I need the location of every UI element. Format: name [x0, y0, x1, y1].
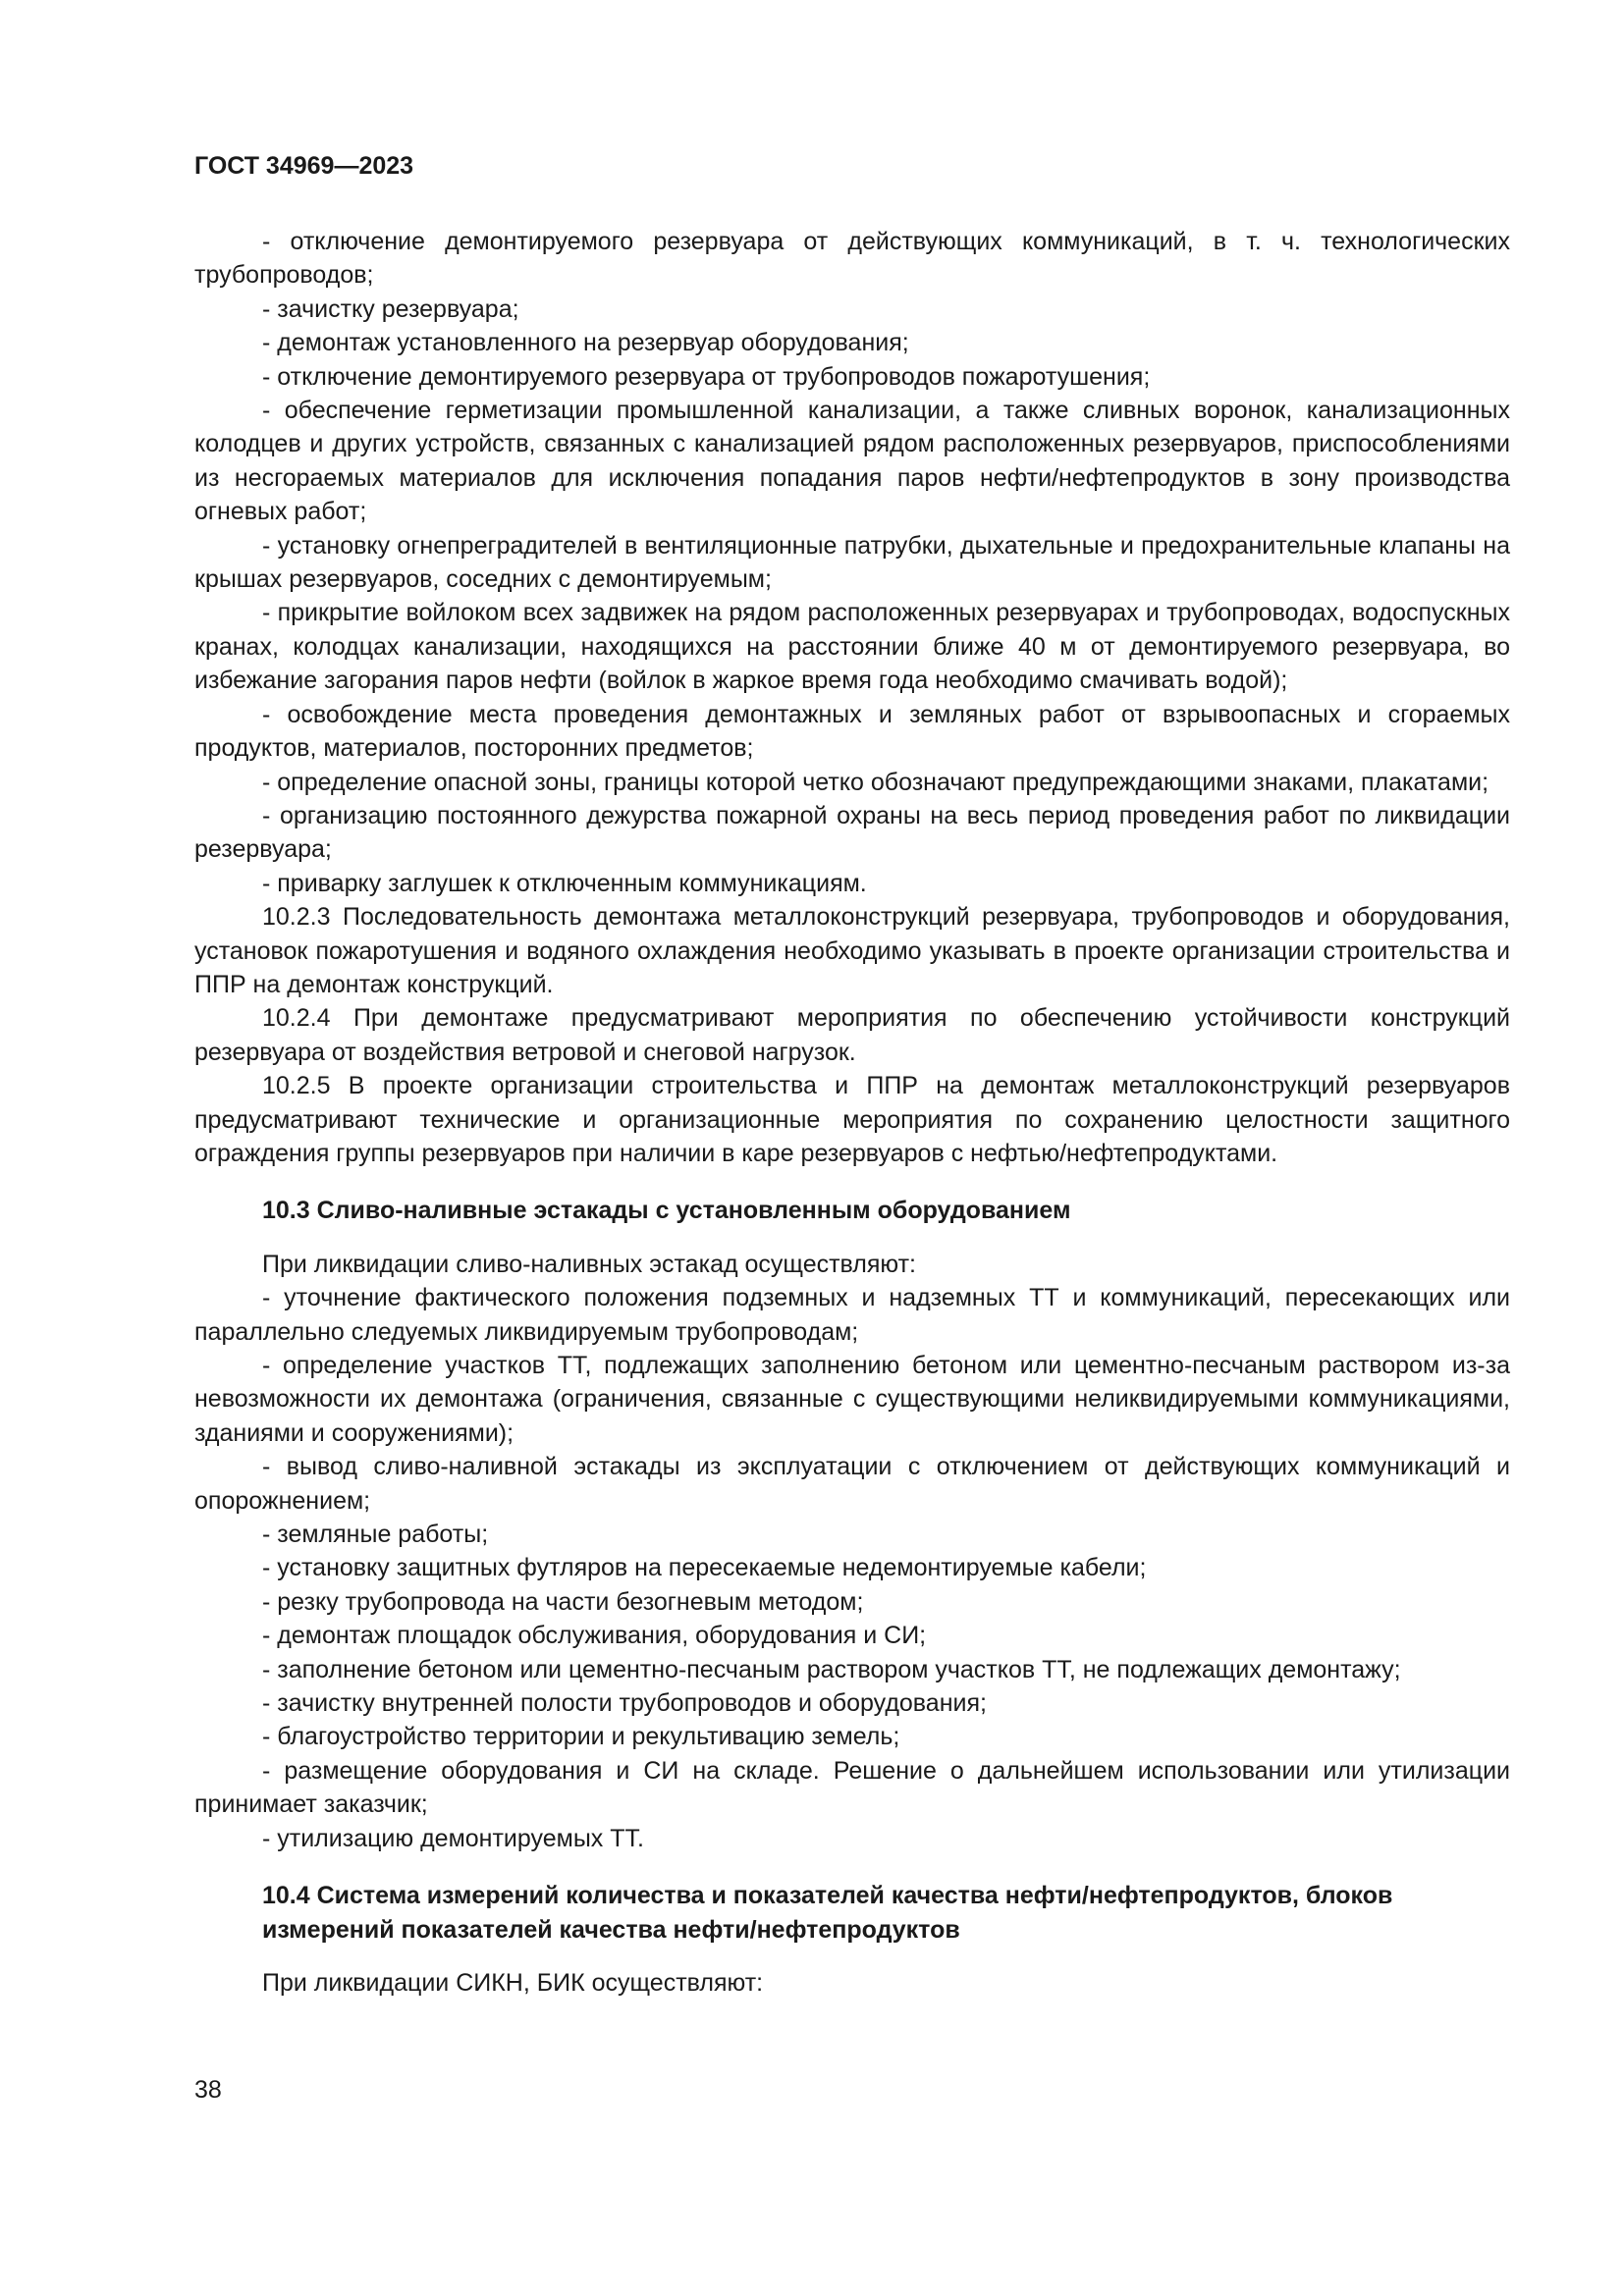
list-item: - утилизацию демонтируемых ТТ.: [262, 1824, 644, 1852]
clause-10-2-3: 10.2.3 Последовательность демонтажа металлоконструкций резервуара, трубопроводов и оборудования, установок пожаротушения и водяного охлаждения необходимо указывать в проекте организации строительства и ППР на демонтаж конструкций.: [194, 903, 1510, 998]
list-item: - демонтаж площадок обслуживания, оборудования и СИ;: [262, 1622, 927, 1650]
section-heading-10-3: 10.3 Сливо-наливные эстакады с установленным оборудованием: [262, 1197, 1071, 1225]
list-item: - установку защитных футляров на пересекаемые недемонтируемые кабели;: [262, 1554, 1147, 1582]
list-item: - отключение демонтируемого резервуара от трубопроводов пожаротушения;: [262, 362, 1151, 391]
list-item: - установку огнепреградителей в вентиляционные патрубки, дыхательные и предохранительные клапаны на крышах резервуаров, соседних с демонтируемым;: [194, 531, 1510, 594]
list-item: - определение опасной зоны, границы которой четко обозначают предупреждающими знаками, плакатами;: [262, 768, 1489, 796]
clause-10-2-5: 10.2.5 В проекте организации строительства и ППР на демонтаж металлоконструкций резервуаров предусматривают технические и организационные мероприятия по сохранению целостности защитного ограждения группы резервуаров при наличии в каре резервуаров с нефтью/нефтепродуктами.: [194, 1072, 1510, 1167]
list-item: - организацию постоянного дежурства пожарной охраны на весь период проведения работ по ликвидации резервуара;: [194, 801, 1510, 864]
list-item: - отключение демонтируемого резервуара от действующих коммуникаций, в т. ч. технологических трубопроводов;: [194, 228, 1510, 290]
list-item: - прикрытие войлоком всех задвижек на рядом расположенных резервуарах и трубопроводах, водоспускных кранах, колодцах канализации, находящихся на расстоянии ближе 40 м от демонтируемого резервуара, во избежание загорания паров нефти (войлок в жаркое время года необходимо смачивать водой);: [194, 599, 1510, 695]
clause-10-2-4: 10.2.4 При демонтаже предусматривают мероприятия по обеспечению устойчивости конструкций резервуара от воздействия ветровой и снеговой нагрузок.: [194, 1004, 1510, 1066]
list-item: - вывод сливо-наливной эстакады из эксплуатации с отключением от действующих коммуникаций и опорожнением;: [194, 1453, 1510, 1515]
list-item: - заполнение бетоном или цементно-песчаным раствором участков ТТ, не подлежащих демонтажу;: [262, 1655, 1401, 1683]
document-body: [194, 225, 1510, 2000]
list-item: - земляные работы;: [262, 1521, 489, 1549]
list-item: - зачистку резервуара;: [262, 294, 519, 323]
list-item: - благоустройство территории и рекультивацию земель;: [262, 1723, 900, 1751]
list-item: - приварку заглушек к отключенным коммуникациям.: [262, 869, 867, 897]
list-item: - демонтаж установленного на резервуар оборудования;: [262, 329, 909, 357]
section-heading-10-4: 10.4 Система измерений количества и показателей качества нефти/нефтепродуктов, блоков измерений показателей качества нефти/нефтепродуктов: [262, 1882, 1393, 1944]
document-header: ГОСТ 34969—2023: [194, 152, 414, 180]
list-item: - уточнение фактического положения подземных и надземных ТТ и коммуникаций, пересекающих или параллельно следуемых ликвидируемым трубопроводам;: [194, 1284, 1510, 1346]
list-item: - обеспечение герметизации промышленной канализации, а также сливных воронок, канализационных колодцев и других устройств, связанных с канализацией рядом расположенных резервуаров, приспособлениями из несгораемых материалов для исключения попадания паров нефти/нефтепродуктов в зону производства огневых работ;: [194, 397, 1510, 526]
list-item: - резку трубопровода на части безогневым методом;: [262, 1587, 864, 1616]
intro-paragraph: При ликвидации СИКН, БИК осуществляют:: [262, 1968, 764, 1997]
list-item: - освобождение места проведения демонтажных и земляных работ от взрывоопасных и сгораемых продуктов, материалов, посторонних предметов;: [194, 700, 1510, 763]
list-item: - определение участков ТТ, подлежащих заполнению бетоном или цементно-песчаным раствором из-за невозможности их демонтажа (ограничения, связанные с существующими неликвидируемыми коммуникациями, зданиями и сооружениями);: [194, 1352, 1510, 1447]
intro-paragraph: При ликвидации сливо-наливных эстакад осуществляют:: [262, 1250, 916, 1278]
list-item: - зачистку внутренней полости трубопроводов и оборудования;: [262, 1689, 987, 1718]
list-item: - размещение оборудования и СИ на складе. Решение о дальнейшем использовании или утилизации принимает заказчик;: [194, 1756, 1510, 1819]
page-number: 38: [194, 2076, 222, 2104]
